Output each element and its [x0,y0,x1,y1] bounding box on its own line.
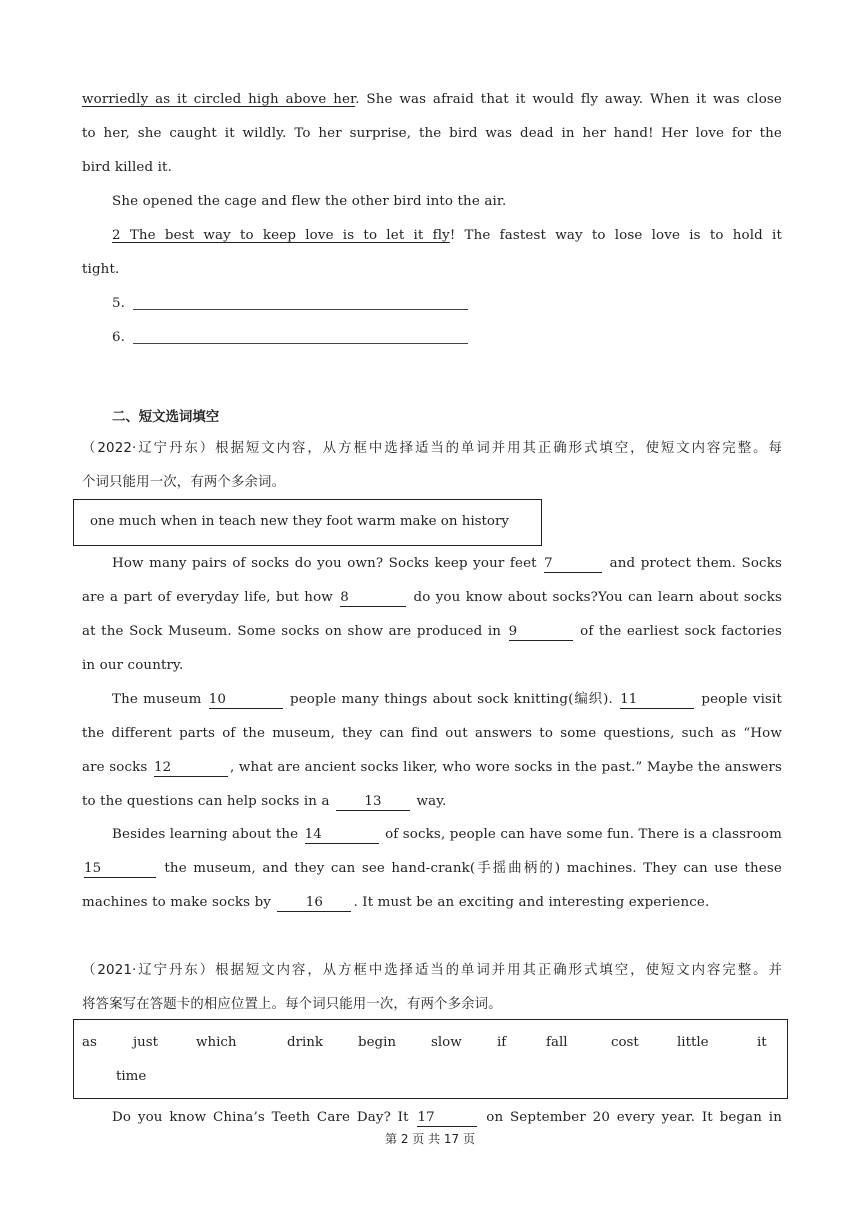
underlined-sentence-1: worriedly as it circled high above her [82,92,356,107]
answer-label-6: 6. [112,330,126,345]
task2-line-1: Do you know China’s Teeth Care Day? It 17 on September 20 every year. It began in [112,1110,782,1125]
task1-line-6: the different parts of the museum, they can find out answers to some questions, such as “How [82,726,782,741]
task1-line-3: at the Sock Museum. Some socks on show are produced in 9 of the earliest sock factories [82,624,782,639]
word-box-2-item: fall [546,1035,568,1050]
underlined-sentence-2: 2 The best way to keep love is to let it fly [112,228,450,243]
passage-line-3: bird killed it. [82,160,172,175]
word-box-2-item: as [82,1035,97,1050]
task2-instruction-line-1: （2021·辽宁丹东）根据短文内容，从方框中选择适当的单词并用其正确形式填空，使短文内容完整。并 [82,963,782,978]
word-box-2-item: slow [431,1035,462,1050]
blank-17[interactable]: 17 [417,1110,477,1127]
blank-15[interactable]: 15 [84,861,156,878]
blank-10[interactable]: 10 [209,692,283,709]
blank-7[interactable]: 7 [544,556,602,573]
blank-9[interactable]: 9 [509,624,573,641]
blank-16[interactable]: 16 [277,895,351,912]
word-box-2-item: begin [358,1035,396,1050]
word-box-2-item: cost [611,1035,639,1050]
passage-line-2: to her, she caught it wildly. To her surprise, the bird was dead in her hand! Her love for the [82,126,782,141]
task1-instruction-line-1: （2022·辽宁丹东）根据短文内容，从方框中选择适当的单词并用其正确形式填空，使短文内容完整。每 [82,441,782,456]
word-box-2-item: just [133,1035,159,1050]
task1-line-9: Besides learning about the 14 of socks, people can have some fun. There is a classroom [112,827,782,842]
task1-line-2: are a part of everyday life, but how 8 do you know about socks?You can learn about socks [82,590,782,605]
blank-13[interactable]: 13 [336,794,410,811]
task1-line-7: are socks 12 , what are ancient socks liker, who wore socks in the past.” Maybe the answers [82,760,782,775]
passage-line-6: tight. [82,262,120,277]
passage-line-1: worriedly as it circled high above her. She was afraid that it would fly away. When it was close [82,92,782,107]
blank-8[interactable]: 8 [340,590,406,607]
passage-line-5: 2 The best way to keep love is to let it fly! The fastest way to lose love is to hold it [112,228,782,243]
task2-instruction-line-2: 将答案写在答题卡的相应位置上。每个词只能用一次，有两个多余词。 [82,997,502,1012]
word-box-2 [73,1019,788,1099]
blank-14[interactable]: 14 [305,827,379,844]
answer-label-5: 5. [112,296,126,311]
answer-line-5[interactable] [133,309,468,310]
task1-instruction-line-2: 个词只能用一次，有两个多余词。 [82,475,286,490]
word-box-1-text: one much when in teach new they foot warm make on history [90,514,509,529]
word-box-2-item: little [677,1035,709,1050]
task1-line-1: How many pairs of socks do you own? Socks keep your feet 7 and protect them. Socks [112,556,782,571]
word-box-2-item: drink [287,1035,323,1050]
section-heading: 二、短文选词填空 [112,410,220,425]
answer-line-6[interactable] [133,343,468,344]
passage-line-4: She opened the cage and flew the other bird into the air. [112,194,507,209]
word-box-2-item: time [116,1069,147,1084]
blank-12[interactable]: 12 [154,760,228,777]
word-box-2-item: it [757,1035,767,1050]
task1-line-5: The museum 10 people many things about sock knitting(编织). 11 people visit [112,692,782,707]
word-box-2-item: if [497,1035,507,1050]
task1-line-10: 15 the museum, and they can see hand-crank(手摇曲柄的) machines. They can use these [84,861,782,876]
task1-line-8: to the questions can help socks in a 13 way. [82,794,447,809]
task1-line-11: machines to make socks by 16 . It must be an exciting and interesting experience. [82,895,710,910]
blank-11[interactable]: 11 [620,692,694,709]
page-number: 第 2 页 共 17 页 [385,1132,475,1146]
task1-line-4: in our country. [82,658,184,673]
word-box-2-item: which [196,1035,237,1050]
